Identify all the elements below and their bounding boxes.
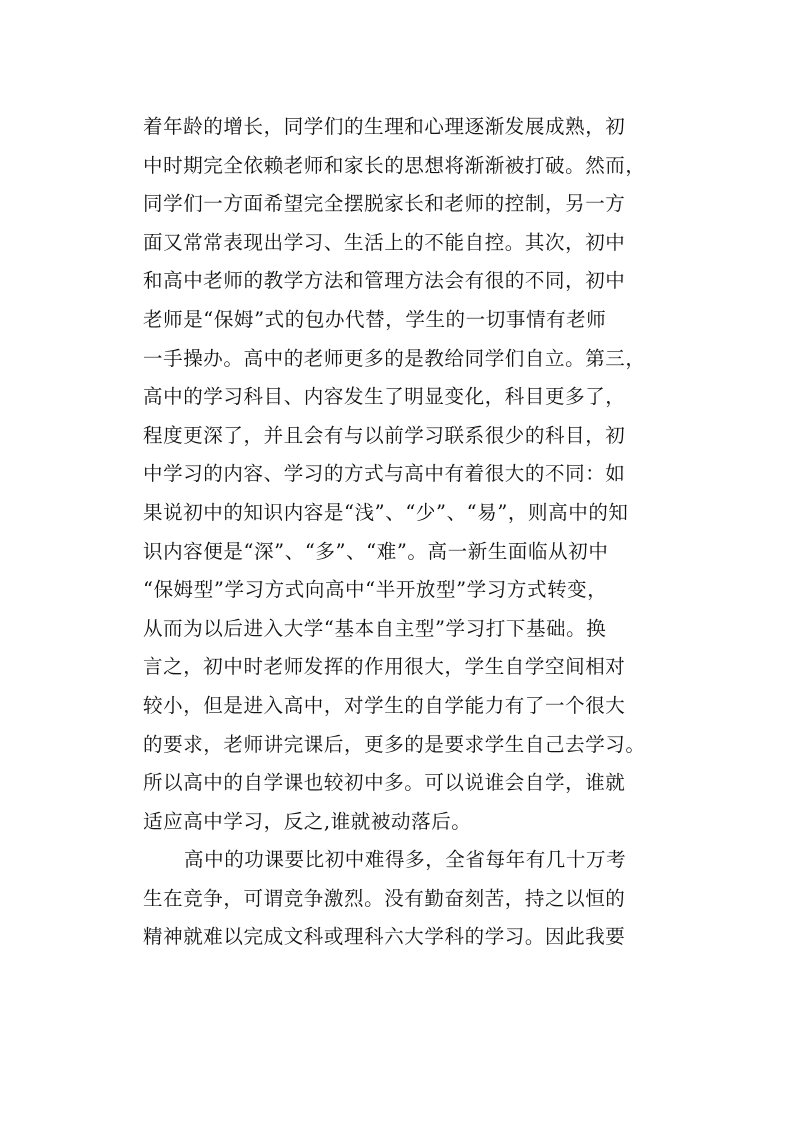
text-line-5: 和高中老师的教学方法和管理方法会有很的不同，初中: [143, 269, 626, 293]
text-line-9: 程度更深了，并且会有与以前学习联系很少的科目，初: [143, 423, 626, 447]
text-line-17: 的要求，老师讲完课后，更多的是要求学生自己去学习。: [143, 732, 646, 756]
text-line-6: 老师是“保姆”式的包办代替，学生的一切事情有老师: [143, 307, 607, 331]
text-line-19: 适应高中学习，反之,谁就被动落后。: [143, 809, 472, 833]
text-line-15: 言之，初中时老师发挥的作用很大，学生自学空间相对: [143, 655, 626, 679]
text-line-12: 识内容便是“深”、“多”、“难”。高一新生面临从初中: [143, 539, 609, 563]
text-line-7: 一手操办。高中的老师更多的是教给同学们自立。第三，: [143, 346, 646, 370]
text-line-18: 所以高中的自学课也较初中多。可以说谁会自学，谁就: [143, 771, 626, 795]
text-line-11: 果说初中的知识内容是“浅”、“少”、“易”，则高中的知: [143, 500, 629, 524]
text-line-13: “保姆型”学习方式向高中“半开放型”学习方式转变，: [143, 578, 608, 602]
text-line-1: 着年龄的增长，同学们的生理和心理逐渐发展成熟，初: [143, 115, 626, 138]
text-line-2: 中时期完全依赖老师和家长的思想将渐渐被打破。然而，: [143, 153, 646, 177]
text-line-20: 高中的功课要比初中难得多，全省每年有几十万考: [184, 848, 627, 872]
text-line-4: 面又常常表现出学习、生活上的不能自控。其次，初中: [143, 230, 626, 254]
text-line-14: 从而为以后进入大学“基本自主型”学习打下基础。换: [143, 616, 607, 640]
text-line-8: 高中的学习科目、内容发生了明显变化，科目更多了，: [143, 385, 626, 409]
text-line-16: 较小，但是进入高中，对学生的自学能力有了一个很大: [143, 693, 626, 717]
text-line-10: 中学习的内容、学习的方式与高中有着很大的不同：如: [143, 462, 626, 486]
text-line-21: 生在竞争，可谓竞争激烈。没有勤奋刻苦，持之以恒的: [143, 886, 626, 910]
text-line-3: 同学们一方面希望完全摆脱家长和老师的控制，另一方: [143, 192, 626, 216]
body-text: [143, 108, 683, 957]
text-line-22: 精神就难以完成文科或理科六大学科的学习。因此我要: [143, 925, 626, 949]
